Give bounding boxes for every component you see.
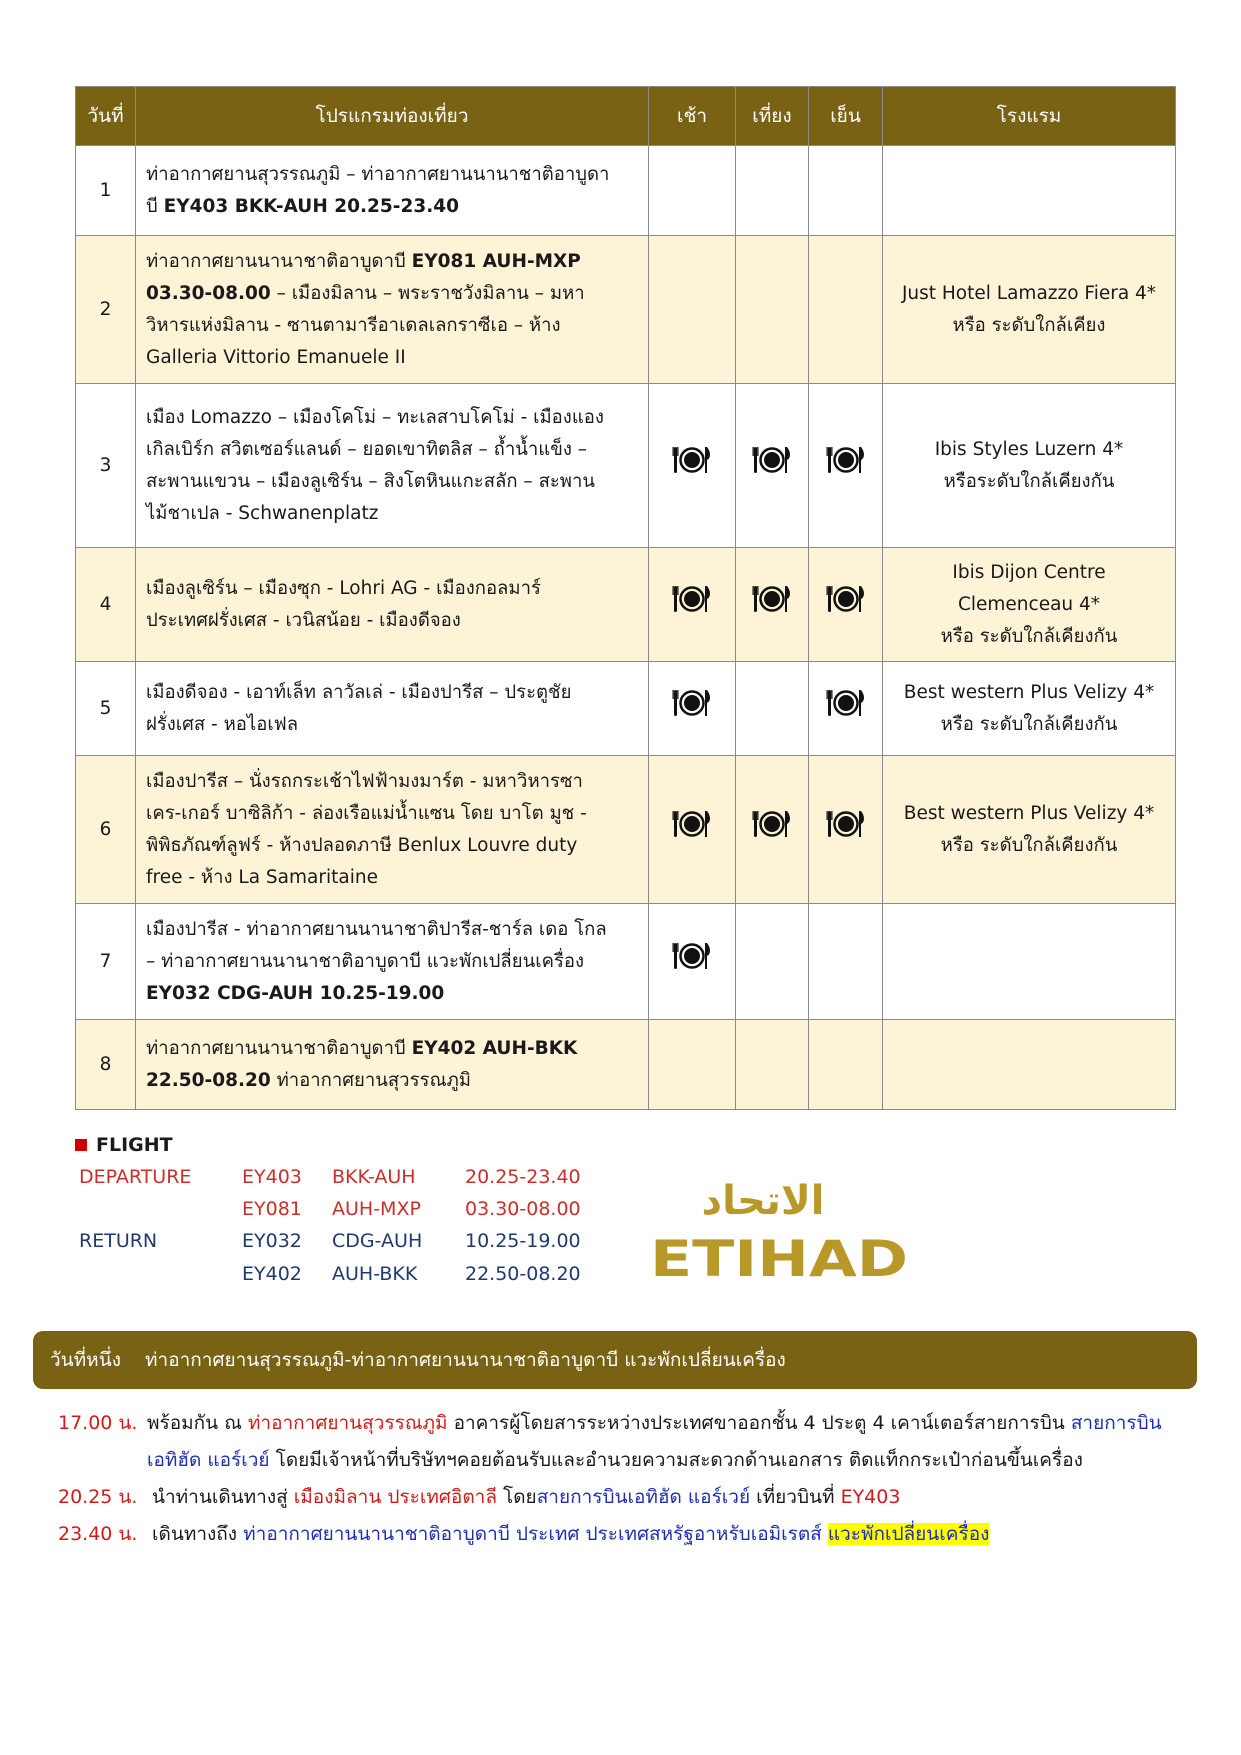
flight-time: 03.30-08.00 xyxy=(465,1198,581,1220)
program-line xyxy=(146,1065,638,1097)
program-line xyxy=(146,677,638,709)
plate-fork-knife-icon xyxy=(752,807,792,852)
flight-title-text: FLIGHT xyxy=(96,1134,173,1156)
flight-title xyxy=(75,1134,173,1156)
breakfast-cell xyxy=(649,756,736,904)
plate-fork-knife-icon xyxy=(752,443,792,488)
schedule-text: เที่ยวบินที่ xyxy=(750,1486,841,1508)
flight-row xyxy=(75,1194,635,1224)
flight-label: DEPARTURE xyxy=(79,1166,192,1188)
breakfast-cell xyxy=(649,1020,736,1110)
hotel-line: Best western Plus Velizy 4* xyxy=(903,802,1155,824)
banner-day-label: วันที่หนึ่ง xyxy=(50,1349,121,1371)
table-row xyxy=(76,904,1176,1020)
schedule-place: ท่าอากาศยานนานาชาติอาบูดาบี ประเทศ ประเทศสหรัฐอาหรับเอมิเรตส์ xyxy=(243,1523,822,1545)
program-text: – ท่าอากาศยานนานาชาติอาบูดาบี แวะพักเปลี่ยนเครื่อง xyxy=(146,950,585,972)
plate-fork-knife-icon xyxy=(826,443,866,488)
flight-route: AUH-BKK xyxy=(332,1263,418,1285)
program-text: เมืองลูเซิร์น – เมืองซุก - Lohri AG - เมืองกอลมาร์ xyxy=(146,577,541,599)
table-header-row xyxy=(76,87,1176,146)
breakfast-cell xyxy=(649,662,736,756)
schedule-time: 20.25 น. xyxy=(58,1486,138,1508)
schedule-text: โดย xyxy=(496,1486,537,1508)
schedule-text: เดินทางถึง xyxy=(152,1523,244,1545)
program-cell xyxy=(136,236,649,384)
schedule-text: โดยมีเจ้าหน้าที่บริษัทฯคอยต้อนรับและอำนวยความสะดวกด้านเอกสาร ติดแท็กกระเป๋าก่อนขึ้นเครื่อง xyxy=(269,1449,1083,1471)
program-cell xyxy=(136,384,649,548)
hotel-cell xyxy=(883,904,1176,1020)
day-number: 3 xyxy=(76,384,136,548)
plate-fork-knife-icon xyxy=(826,582,866,627)
header-program: โปรแกรมท่องเที่ยว xyxy=(136,87,649,146)
program-line xyxy=(146,159,638,191)
program-cell xyxy=(136,904,649,1020)
program-text: Galleria Vittorio Emanuele II xyxy=(146,346,406,368)
program-line xyxy=(146,862,638,894)
hotel-cell xyxy=(883,1020,1176,1110)
program-line xyxy=(146,830,638,862)
dinner-cell xyxy=(809,756,883,904)
header-dinner: เย็น xyxy=(809,87,883,146)
schedule-time: 17.00 น. xyxy=(58,1412,138,1434)
day-banner xyxy=(33,1331,1197,1389)
hotel-line: หรือ ระดับใกล้เคียงกัน xyxy=(940,713,1118,735)
dinner-cell xyxy=(809,548,883,662)
etihad-logo xyxy=(648,1176,910,1284)
schedule-time: 23.40 น. xyxy=(58,1523,138,1545)
program-cell xyxy=(136,662,649,756)
hotel-cell xyxy=(883,384,1176,548)
header-lunch: เที่ยง xyxy=(736,87,809,146)
program-line xyxy=(146,798,638,830)
flight-info: 22.50-08.20 xyxy=(146,1069,271,1091)
hotel-line: Ibis Dijon Centre xyxy=(952,561,1106,583)
flight-code: EY032 xyxy=(242,1230,302,1252)
itinerary-table xyxy=(75,86,1176,1110)
program-cell xyxy=(136,1020,649,1110)
table-row xyxy=(76,756,1176,904)
flight-info: EY032 CDG-AUH 10.25-19.00 xyxy=(146,982,445,1004)
schedule-text: พร้อมกัน ณ xyxy=(147,1412,248,1434)
flight-time: 20.25-23.40 xyxy=(465,1166,581,1188)
program-line xyxy=(146,978,638,1010)
lunch-cell xyxy=(736,548,809,662)
program-line xyxy=(146,1033,638,1065)
program-line xyxy=(146,278,638,310)
breakfast-cell xyxy=(649,236,736,384)
banner-title: ท่าอากาศยานสุวรรณภูมิ-ท่าอากาศยานนานาชาติอาบูดาบี แวะพักเปลี่ยนเครื่อง xyxy=(145,1349,786,1371)
day-number: 6 xyxy=(76,756,136,904)
program-text: เกิลเบิร์ก สวิตเซอร์แลนด์ – ยอดเขาทิตลิส – ถ้ำน้ำแข็ง – xyxy=(146,438,588,460)
program-line xyxy=(146,709,638,741)
breakfast-cell xyxy=(649,548,736,662)
plate-fork-knife-icon xyxy=(672,807,712,852)
schedule-place: เมืองมิลาน ประเทศอิตาลี xyxy=(293,1486,497,1508)
plate-fork-knife-icon xyxy=(672,686,712,731)
flight-info: EY081 AUH-MXP xyxy=(411,250,581,272)
schedule-flight-number: EY403 xyxy=(840,1486,901,1508)
schedule-entry xyxy=(147,1405,1162,1441)
table-row xyxy=(76,662,1176,756)
dinner-cell xyxy=(809,1020,883,1110)
day-number: 8 xyxy=(76,1020,136,1110)
program-text: เมืองปารีส - ท่าอากาศยานนานาชาติปารีส-ชาร์ล เดอ โกล xyxy=(146,918,607,940)
program-text: พิพิธภัณฑ์ลูฟร์ - ห้างปลอดภาษี Benlux Louvre duty xyxy=(146,834,578,856)
flight-code: EY403 xyxy=(242,1166,302,1188)
flight-row xyxy=(75,1226,635,1256)
day-number: 5 xyxy=(76,662,136,756)
day-number: 2 xyxy=(76,236,136,384)
program-line xyxy=(146,342,638,374)
flight-row xyxy=(75,1162,635,1192)
program-cell xyxy=(136,756,649,904)
schedule-transit-highlight: แวะพักเปลี่ยนเครื่อง xyxy=(827,1523,990,1545)
hotel-line: Clemenceau 4* xyxy=(957,593,1101,615)
flight-label: RETURN xyxy=(79,1230,158,1252)
program-text: free - ห้าง La Samaritaine xyxy=(146,866,378,888)
hotel-line: Best western Plus Velizy 4* xyxy=(903,681,1155,703)
program-text: บี xyxy=(146,195,164,217)
schedule-text xyxy=(822,1523,828,1545)
flight-time: 10.25-19.00 xyxy=(465,1230,581,1252)
program-line xyxy=(146,766,638,798)
program-line xyxy=(146,402,638,434)
program-line xyxy=(146,914,638,946)
program-text: เคร-เกอร์ บาซิลิก้า - ล่องเรือแม่น้ำแซน โดย บาโต มูช - xyxy=(146,802,587,824)
table-row xyxy=(76,548,1176,662)
program-text: ท่าอากาศยานสุวรรณภูมิ xyxy=(270,1069,471,1091)
program-line xyxy=(146,573,638,605)
flight-info: 03.30-08.00 xyxy=(146,282,271,304)
program-line xyxy=(146,946,638,978)
plate-fork-knife-icon xyxy=(672,443,712,488)
program-text: เมืองดีจอง - เอาท์เล็ท ลาวัลเล่ - เมืองปารีส – ประตูชัย xyxy=(146,681,572,703)
flight-info: EY402 AUH-BKK xyxy=(411,1037,578,1059)
schedule-entry xyxy=(152,1516,989,1552)
program-line xyxy=(146,466,638,498)
plate-fork-knife-icon xyxy=(752,582,792,627)
breakfast-cell xyxy=(649,146,736,236)
program-text: ท่าอากาศยานนานาชาติอาบูดาบี xyxy=(146,250,412,272)
schedule-airline: สายการบิน xyxy=(1070,1412,1162,1434)
breakfast-cell xyxy=(649,384,736,548)
lunch-cell xyxy=(736,1020,809,1110)
flight-route: BKK-AUH xyxy=(332,1166,416,1188)
program-text: เมืองปารีส – นั่งรถกระเช้าไฟฟ้ามงมาร์ต - มหาวิหารซา xyxy=(146,770,583,792)
lunch-cell xyxy=(736,146,809,236)
header-breakfast: เช้า xyxy=(649,87,736,146)
dinner-cell xyxy=(809,146,883,236)
flight-time: 22.50-08.20 xyxy=(465,1263,581,1285)
plate-fork-knife-icon xyxy=(672,582,712,627)
table-row xyxy=(76,236,1176,384)
plate-fork-knife-icon xyxy=(826,686,866,731)
program-text: วิหารแห่งมิลาน - ซานตามารีอาเดลเลกราซีเอ – ห้าง xyxy=(146,314,561,336)
program-line xyxy=(146,434,638,466)
header-day: วันที่ xyxy=(76,87,136,146)
hotel-cell xyxy=(883,236,1176,384)
lunch-cell xyxy=(736,384,809,548)
hotel-cell xyxy=(883,146,1176,236)
schedule-airline: เอทิฮัด แอร์เวย์ xyxy=(147,1449,270,1471)
flight-row xyxy=(75,1259,635,1289)
program-cell xyxy=(136,548,649,662)
hotel-line: หรือระดับใกล้เคียงกัน xyxy=(943,470,1115,492)
lunch-cell xyxy=(736,756,809,904)
flight-code: EY081 xyxy=(242,1198,302,1220)
hotel-cell xyxy=(883,756,1176,904)
schedule-entry xyxy=(147,1442,1083,1478)
lunch-cell xyxy=(736,904,809,1020)
dinner-cell xyxy=(809,384,883,548)
program-line xyxy=(146,605,638,637)
program-line xyxy=(146,191,638,223)
program-text: ไม้ชาเปล - Schwanenplatz xyxy=(146,502,379,524)
hotel-line: หรือ ระดับใกล้เคียง xyxy=(952,314,1106,336)
flight-route: AUH-MXP xyxy=(332,1198,421,1220)
breakfast-cell xyxy=(649,904,736,1020)
program-line xyxy=(146,310,638,342)
program-line xyxy=(146,498,638,530)
program-text: เมือง Lomazzo – เมืองโคโม่ – ทะเลสาบโคโม่ - เมืองแอง xyxy=(146,406,604,428)
schedule-entry xyxy=(152,1479,900,1515)
lunch-cell xyxy=(736,236,809,384)
dinner-cell xyxy=(809,662,883,756)
day-number: 4 xyxy=(76,548,136,662)
program-cell xyxy=(136,146,649,236)
program-text: ท่าอากาศยานสุวรรณภูมิ – ท่าอากาศยานนานาชาติอาบูดา xyxy=(146,163,610,185)
program-line xyxy=(146,246,638,278)
day-number: 1 xyxy=(76,146,136,236)
program-text: ประเทศฝรั่งเศส - เวนิสน้อย - เมืองดีจอง xyxy=(146,609,461,631)
dinner-cell xyxy=(809,904,883,1020)
program-text: สะพานแขวน – เมืองลูเซิร์น – สิงโตหินแกะสลัก – สะพาน xyxy=(146,470,596,492)
flight-code: EY402 xyxy=(242,1263,302,1285)
table-row xyxy=(76,384,1176,548)
plate-fork-knife-icon xyxy=(672,939,712,984)
program-text: ฝรั่งเศส - หอไอเฟล xyxy=(146,713,299,735)
hotel-line: หรือ ระดับใกล้เคียงกัน xyxy=(940,834,1118,856)
flight-route: CDG-AUH xyxy=(332,1230,423,1252)
hotel-line: Ibis Styles Luzern 4* xyxy=(934,438,1124,460)
flight-info: EY403 BKK-AUH 20.25-23.40 xyxy=(163,195,459,217)
schedule-airline: สายการบินเอทิฮัด แอร์เวย์ xyxy=(536,1486,751,1508)
schedule-place: ท่าอากาศยานสุวรรณภูมิ xyxy=(247,1412,448,1434)
program-text: ท่าอากาศยานนานาชาติอาบูดาบี xyxy=(146,1037,412,1059)
program-text: – เมืองมิลาน – พระราชวังมิลาน – มหา xyxy=(270,282,585,304)
hotel-line: หรือ ระดับใกล้เคียงกัน xyxy=(940,625,1118,647)
schedule-text: อาคารผู้โดยสารระหว่างประเทศขาออกชั้น 4 ประตู 4 เคาน์เตอร์สายการบิน xyxy=(447,1412,1071,1434)
logo-arabic-text: الاتحاد xyxy=(701,1178,825,1224)
header-hotel: โรงแรม xyxy=(883,87,1176,146)
dinner-cell xyxy=(809,236,883,384)
schedule-text: นำท่านเดินทางสู่ xyxy=(152,1486,294,1508)
hotel-cell xyxy=(883,662,1176,756)
logo-wordmark: ETIHAD xyxy=(650,1230,908,1284)
hotel-cell xyxy=(883,548,1176,662)
plate-fork-knife-icon xyxy=(826,807,866,852)
bullet-square-icon xyxy=(75,1139,87,1151)
lunch-cell xyxy=(736,662,809,756)
hotel-line: Just Hotel Lamazzo Fiera 4* xyxy=(901,282,1157,304)
table-row xyxy=(76,1020,1176,1110)
day-number: 7 xyxy=(76,904,136,1020)
table-row xyxy=(76,146,1176,236)
